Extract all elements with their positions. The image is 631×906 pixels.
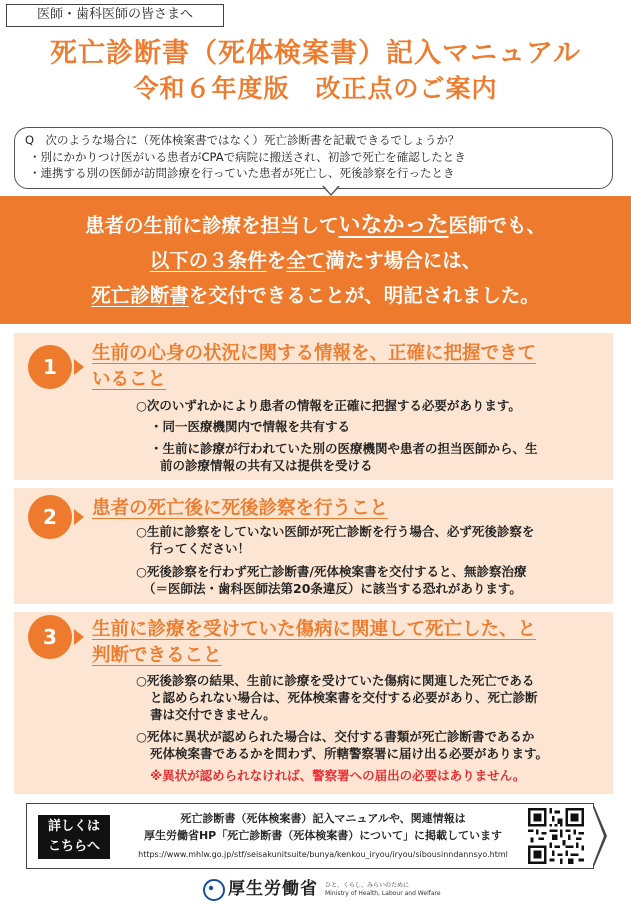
footer-url-link[interactable]: https://www.mhlw.go.jp/stf/seisakunitsuite/bunya/kenkou_iryou/iryou/sibousinndannsyo.html — [138, 850, 508, 859]
arrow-icon — [74, 629, 84, 645]
ministry-tagline — [325, 882, 441, 898]
page-title: 死亡診断書（死体検案書）記入マニュアル — [50, 38, 581, 69]
question-text: Q 次のような場合に（死体検案書ではなく）死亡診断書を記載できるでしょうか？ — [25, 133, 460, 147]
condition-2-line: （＝医師法・歯科医師法第20条違反）に該当する恐れがあります。 — [143, 581, 522, 596]
arrow-icon — [74, 509, 84, 525]
condition-number-1: 1 — [28, 345, 72, 389]
banner-line-2 — [0, 248, 631, 274]
condition-3-note: ※異状が認められなければ、警察署への届出の必要はありません。 — [150, 768, 526, 783]
condition-3-line: と認められない場合は、死体検案書を交付する必要があり、死亡診断 — [150, 690, 538, 705]
ministry-name: 厚生労働省 — [228, 879, 318, 899]
banner-text: を — [266, 249, 287, 272]
banner-line-1 — [0, 213, 631, 239]
question-bubble — [14, 127, 613, 189]
arrow-icon-fill — [592, 805, 604, 867]
condition-number-2: 2 — [28, 495, 72, 539]
page-subtitle: 令和６年度版 改正点のご案内 — [133, 74, 498, 103]
question-case-2: ・連携する別の医師が訪問診療を行っていた患者が死亡し、死後診察を行ったとき — [29, 166, 455, 180]
condition-1-line: ○次のいずれかにより患者の情報を正確に把握する必要があります。 — [136, 398, 521, 413]
condition-title-2: 患者の死亡後に死後診察を行うこと — [92, 498, 389, 519]
qr-code-icon[interactable] — [528, 807, 584, 865]
condition-title-3: 生前に診療を受けていた傷病に関連して死亡した、と — [92, 619, 537, 640]
condition-title-1-cont: いること — [92, 369, 167, 390]
ministry-tagline-jp: ひと、くらし、みらいのために — [325, 882, 410, 889]
condition-title-3-cont: 判断できること — [92, 645, 222, 666]
banner-emphasis: 以下の３条件 — [149, 249, 267, 272]
condition-3-line: ○死体に異状が認められた場合は、交付する書類が死亡診断書であるか — [136, 729, 535, 744]
condition-1-line: 前の診療情報の共有又は提供を受ける — [160, 458, 373, 473]
condition-1-line: ・生前に診療が行われていた別の医療機関や患者の担当医師から、生 — [150, 441, 538, 456]
banner-text: 満たす場合には、 — [325, 249, 482, 272]
footer-text: 死亡診断書（死体検案書）記入マニュアルや、関連情報は — [180, 812, 466, 825]
banner-emphasis: いなかった — [338, 213, 449, 238]
ministry-tagline-en: Ministry of Health, Labour and Welfare — [325, 890, 441, 897]
condition-title-1: 生前の心身の状況に関する情報を、正確に把握できて — [92, 343, 537, 364]
condition-3-line: 死体検案書であるかを問わず、所轄警察署に届け出る必要があります。 — [150, 746, 549, 761]
condition-3-line: ○死後診察の結果、生前に診療を受けていた傷病に関連した死亡である — [136, 673, 535, 688]
banner-emphasis: 死亡診断書 — [91, 284, 189, 307]
banner-emphasis: 全て — [286, 249, 326, 272]
banner-text: 医師でも、 — [448, 214, 547, 237]
footer-text: 厚生労働省HP「死亡診断書（死体検案書）について」に掲載しています — [143, 829, 503, 842]
question-case-1: ・別にかかりつけ医がいる患者がCPAで病院に搬送され、初診で死亡を確認したとき — [29, 149, 466, 164]
ministry-logo-icon — [203, 879, 225, 901]
condition-2-line: ○死後診察を行わず死亡診断書/死体検案書を交付すると、無診察治療 — [136, 564, 527, 579]
details-button-label: こちらへ — [47, 839, 100, 854]
banner-text: 患者の生前に診療を担当して — [84, 214, 339, 237]
condition-2-line: 行ってください！ — [150, 541, 251, 556]
condition-2-line: ○生前に診察をしていない医師が死亡診断を行う場合、必ず死後診察を — [136, 524, 535, 539]
bubble-tail-fill — [324, 186, 338, 194]
banner-line-3 — [0, 283, 631, 309]
audience-label: 医師・歯科医師の皆さまへ — [6, 4, 224, 27]
arrow-icon — [74, 359, 84, 375]
condition-number-3: 3 — [28, 615, 72, 659]
details-button-label: 詳しくは — [47, 819, 100, 834]
banner-text: を交付できることが、明記されました。 — [188, 284, 540, 307]
details-button[interactable] — [38, 815, 110, 859]
condition-3-line: 書は交付できません。 — [150, 707, 276, 722]
condition-1-line: ・同一医療機関内で情報を共有する — [150, 419, 351, 434]
